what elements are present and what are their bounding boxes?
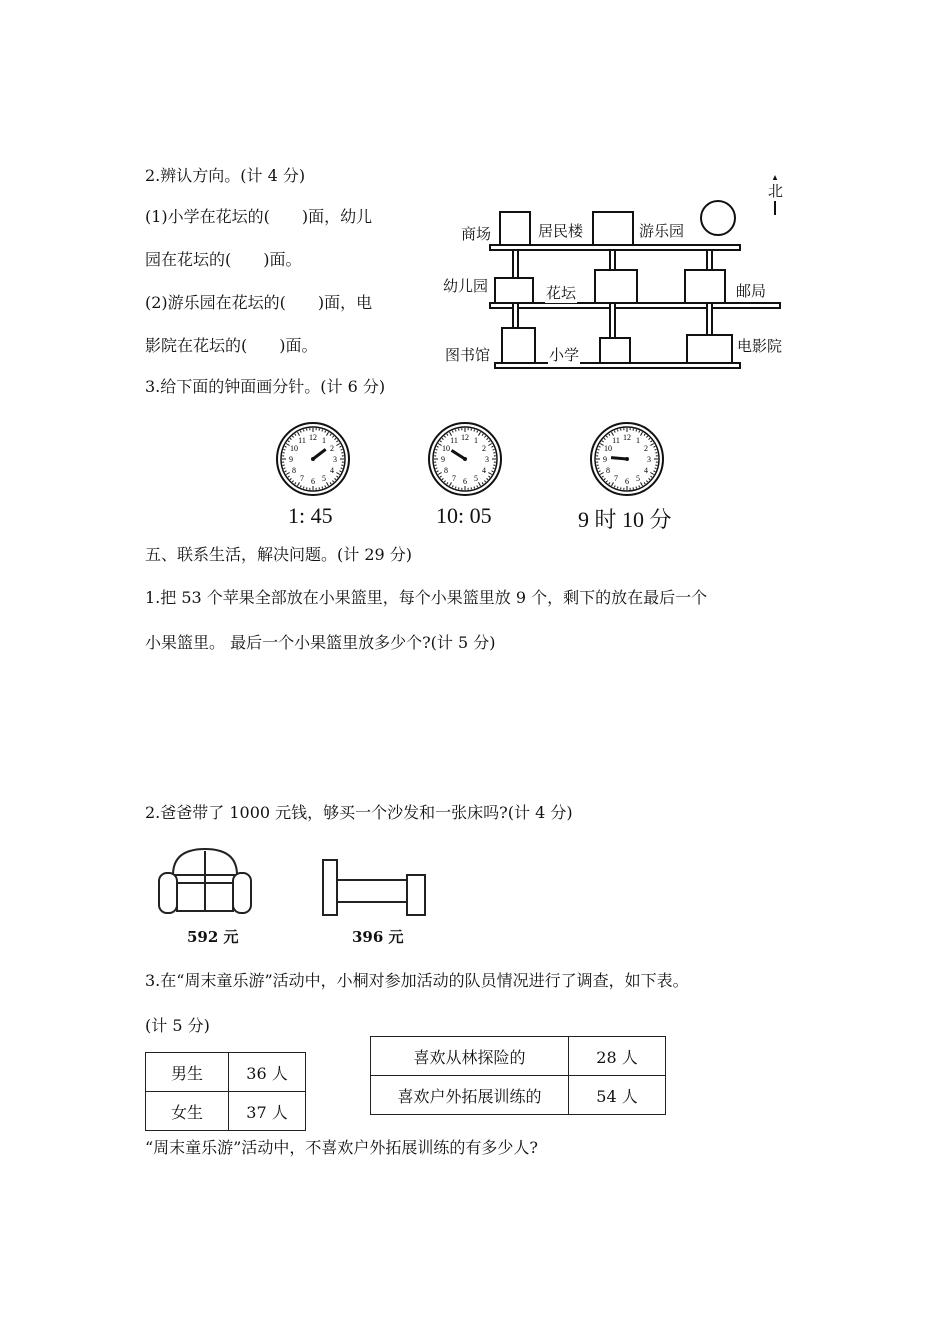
clock-number: 7 <box>452 474 456 484</box>
clock-number: 7 <box>300 474 304 484</box>
clock-time-label: 1: 45 <box>288 503 333 528</box>
clock-face <box>275 421 351 497</box>
sofa-price: 592 元 <box>187 928 239 946</box>
north-label: 北 <box>768 182 784 200</box>
table-cell: 男生 <box>146 1053 229 1092</box>
clock-number: 1 <box>474 435 478 445</box>
clock-number: 12 <box>461 433 469 442</box>
clock-number: 2 <box>482 444 487 453</box>
q2-title: 2.辨认方向。(计 4 分) <box>145 166 306 185</box>
clock-number: 11 <box>450 435 458 445</box>
place-label: 商场 <box>461 225 492 243</box>
place-label: 邮局 <box>736 282 767 300</box>
clock-number: 5 <box>474 474 478 484</box>
section5-title: 五、联系生活，解决问题。(计 29 分) <box>145 545 413 564</box>
table-row <box>146 1053 306 1092</box>
clock-number: 8 <box>291 466 296 475</box>
clock-tick <box>598 449 600 450</box>
place-label: 游乐园 <box>639 222 685 240</box>
clock-number: 9 <box>441 455 445 464</box>
clock-tick <box>455 430 456 432</box>
clock-number: 6 <box>311 477 315 486</box>
clock-number: 4 <box>330 466 335 475</box>
table-cell: 28 人 <box>569 1037 666 1076</box>
clock-time-label: 9 时 10 分 <box>578 507 672 532</box>
clock-number: 6 <box>625 477 629 486</box>
clock-number: 1 <box>636 435 640 445</box>
place-label: 幼儿园 <box>443 277 489 295</box>
clock-number: 12 <box>623 433 631 442</box>
place-label: 居民楼 <box>538 222 584 240</box>
clock-tick <box>655 449 657 450</box>
table-row <box>146 1092 306 1131</box>
clock-number: 1 <box>322 435 326 445</box>
q2-line3: (2)游乐园在花坛的( )面，电 <box>145 293 373 312</box>
clock-tick <box>341 449 343 450</box>
clock-number: 4 <box>644 466 649 475</box>
clock-tick <box>598 468 600 469</box>
clock-number: 9 <box>603 455 607 464</box>
clock-number: 4 <box>482 466 487 475</box>
preference-table <box>370 1036 666 1115</box>
problem3-line2: (计 5 分) <box>145 1016 210 1035</box>
place-label: 电影院 <box>737 337 783 355</box>
hour-hand <box>611 458 627 459</box>
place-label: 图书馆 <box>445 346 491 364</box>
table-row <box>371 1037 666 1076</box>
clock-tick <box>341 468 343 469</box>
gender-table <box>145 1052 306 1131</box>
clock-face <box>427 421 503 497</box>
table-cell: 54 人 <box>569 1076 666 1115</box>
clock-number: 2 <box>330 444 335 453</box>
q2-line1: (1)小学在花坛的( )面，幼儿 <box>145 207 373 226</box>
clock-tick <box>303 487 304 489</box>
clock-number: 8 <box>605 466 610 475</box>
clock-center <box>625 457 629 461</box>
clock-number: 8 <box>443 466 448 475</box>
place-label: 小学 <box>549 346 580 364</box>
problem3-question: “周末童乐游”活动中，不喜欢户外拓展训练的有多少人? <box>145 1138 538 1157</box>
table-cell: 36 人 <box>229 1053 306 1092</box>
table-row <box>371 1076 666 1115</box>
problem1-line1: 1.把 53 个苹果全部放在小果篮里，每个小果篮里放 9 个，剩下的放在最后一个 <box>145 588 708 607</box>
q2-line4: 影院在花坛的( )面。 <box>145 336 318 355</box>
clock-tick <box>284 449 286 450</box>
clock-number: 3 <box>485 455 489 464</box>
clock-tick <box>636 430 637 432</box>
clock-tick <box>303 430 304 432</box>
clock-tick <box>474 487 475 489</box>
clock-tick <box>474 430 475 432</box>
clock-tick <box>493 468 495 469</box>
direction-map <box>430 170 810 380</box>
place-label: 花坛 <box>546 284 577 302</box>
q3-title: 3.给下面的钟面画分针。(计 6 分) <box>145 377 386 396</box>
clock-tick <box>455 487 456 489</box>
table-cell: 喜欢户外拓展训练的 <box>371 1076 569 1115</box>
clock-number: 11 <box>298 435 306 445</box>
clock-number: 10 <box>441 444 450 453</box>
table-cell: 女生 <box>146 1092 229 1131</box>
problem2: 2.爸爸带了 1000 元钱，够买一个沙发和一张床吗?(计 4 分) <box>145 803 573 822</box>
clock-tick <box>322 430 323 432</box>
bed-price: 396 元 <box>352 928 404 946</box>
table-cell: 喜欢从林探险的 <box>371 1037 569 1076</box>
clock-number: 10 <box>603 444 612 453</box>
clock-number: 10 <box>289 444 298 453</box>
clock-tick <box>322 487 323 489</box>
clock-number: 5 <box>636 474 640 484</box>
clock-tick <box>436 449 438 450</box>
clock-number: 2 <box>644 444 649 453</box>
clock-tick <box>617 487 618 489</box>
clock-tick <box>436 468 438 469</box>
clock-tick <box>655 468 657 469</box>
clock-tick <box>493 449 495 450</box>
clock-number: 3 <box>647 455 651 464</box>
bed-image <box>320 855 430 925</box>
clock-number: 5 <box>322 474 326 484</box>
problem1-line2: 小果篮里。 最后一个小果篮里放多少个?(计 5 分) <box>145 633 496 652</box>
clock-tick <box>284 468 286 469</box>
clock-tick <box>617 430 618 432</box>
clock-tick <box>636 487 637 489</box>
clock-face <box>589 421 665 497</box>
clock-number: 7 <box>614 474 618 484</box>
clock-time-label: 10: 05 <box>436 503 492 528</box>
clock-number: 9 <box>289 455 293 464</box>
clock-number: 6 <box>463 477 467 486</box>
sofa-image <box>155 845 255 920</box>
clock-number: 3 <box>333 455 337 464</box>
problem3-line1: 3.在“周末童乐游”活动中，小桐对参加活动的队员情况进行了调查，如下表。 <box>145 971 689 990</box>
clock-center <box>463 457 467 461</box>
clock-center <box>311 457 315 461</box>
table-cell: 37 人 <box>229 1092 306 1131</box>
q2-line2: 园在花坛的( )面。 <box>145 250 302 269</box>
clock-number: 12 <box>309 433 317 442</box>
clock-number: 11 <box>612 435 620 445</box>
